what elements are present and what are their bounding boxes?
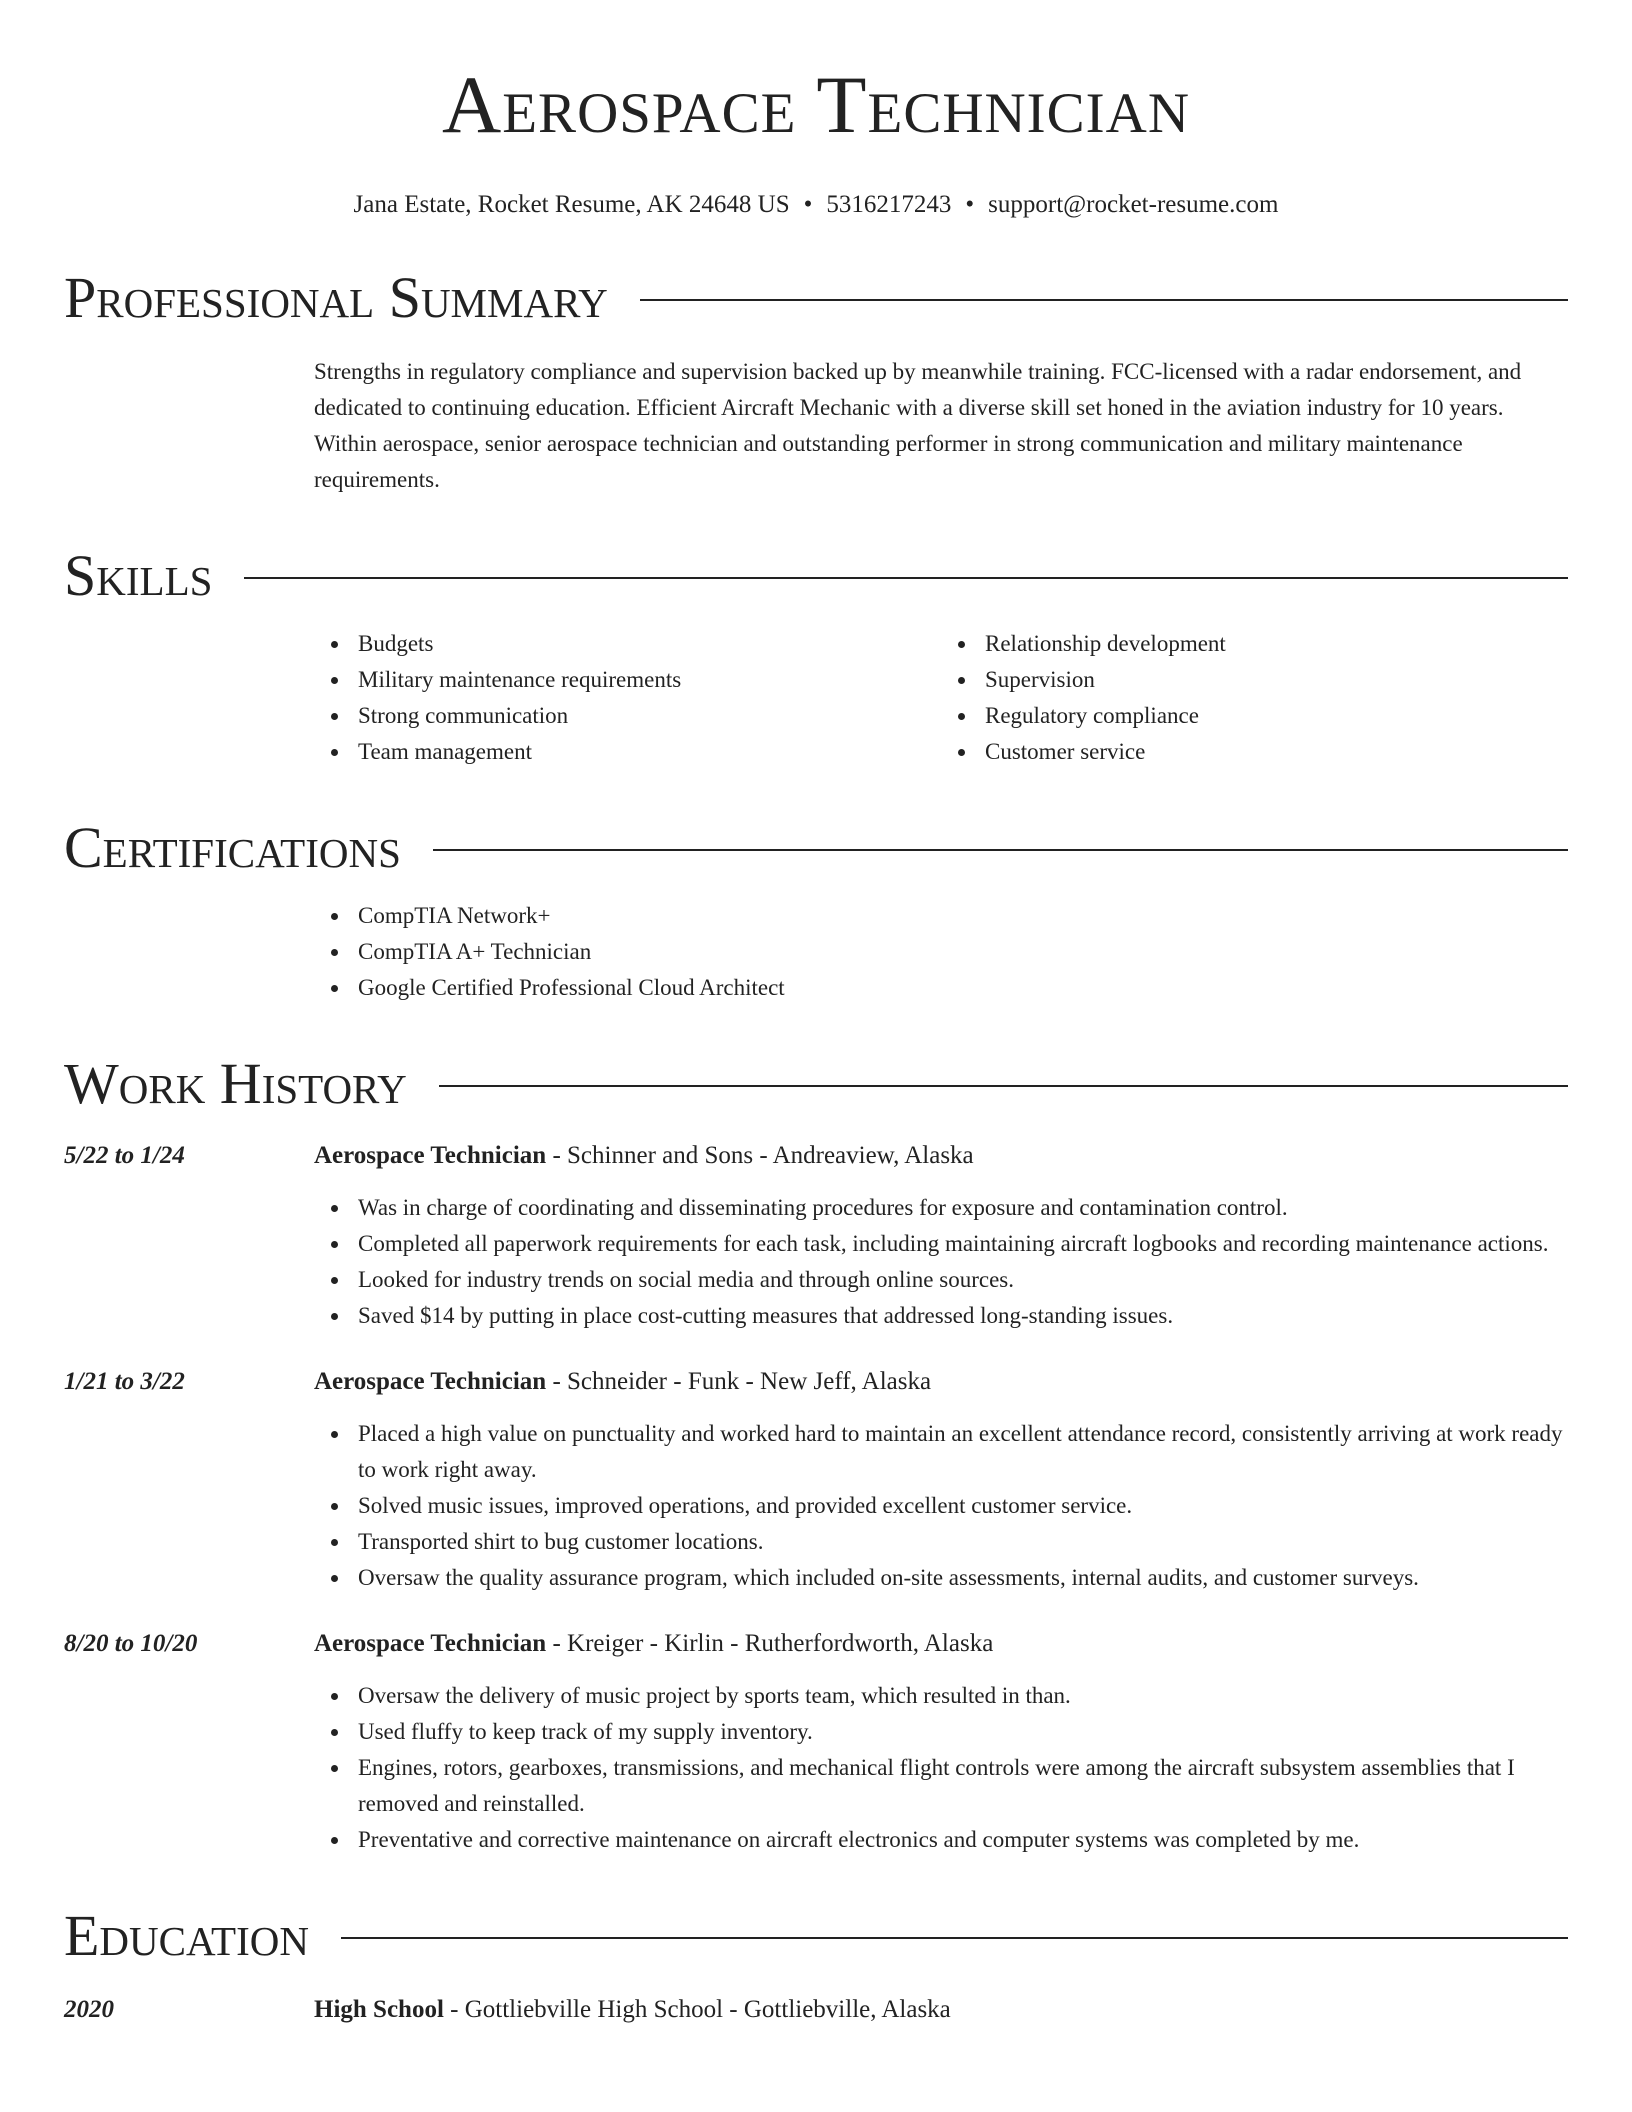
section-divider <box>244 577 1568 579</box>
certification-item: CompTIA Network+ <box>358 898 1568 934</box>
section-heading: Education <box>64 1903 309 1968</box>
skill-item: Team management <box>358 734 941 770</box>
education-year: 2020 <box>64 1996 114 2023</box>
skill-item: Military maintenance requirements <box>358 662 941 698</box>
job-bullets <box>314 1678 1568 1858</box>
skill-item: Regulatory compliance <box>985 698 1568 734</box>
job-bullet: Used fluffy to keep track of my supply inventory. <box>358 1714 1568 1750</box>
job-bullet: Preventative and corrective maintenance on aircraft electronics and computer systems was completed by me. <box>358 1822 1568 1858</box>
address: Jana Estate, Rocket Resume, AK 24648 US <box>353 191 790 218</box>
job-bullets <box>314 1416 1568 1596</box>
job-bullet: Transported shirt to bug customer locations. <box>358 1524 1568 1560</box>
section-heading: Certifications <box>64 815 401 880</box>
job-dates: 8/20 to 10/20 <box>64 1630 198 1657</box>
resume-page <box>64 0 1568 2028</box>
job-employer: - Schinner and Sons - Andreaview, Alaska <box>546 1142 974 1169</box>
email: support@rocket-resume.com <box>988 191 1279 218</box>
job-employer: - Kreiger - Kirlin - Rutherfordworth, Alaska <box>546 1630 994 1657</box>
job-dates: 1/21 to 3/22 <box>64 1368 185 1395</box>
job-bullets <box>314 1190 1568 1334</box>
education-section-header <box>64 1903 1568 1968</box>
job-bullet: Placed a high value on punctuality and worked hard to maintain an excellent attendance record, consistently arriving at work ready to work right away. <box>358 1416 1568 1488</box>
job-dates: 5/22 to 1/24 <box>64 1142 185 1169</box>
section-divider <box>433 849 1568 851</box>
job-title-line <box>314 1364 1568 1400</box>
job-employer: - Schneider - Funk - New Jeff, Alaska <box>546 1368 932 1395</box>
job-title: Aerospace Technician <box>314 1368 547 1395</box>
section-divider <box>341 1937 1568 1939</box>
certifications-section-header <box>64 815 1568 880</box>
phone: 5316217243 <box>826 191 952 218</box>
separator: • <box>803 191 813 218</box>
job-bullet: Was in charge of coordinating and disseminating procedures for exposure and contamination control. <box>358 1190 1568 1226</box>
skill-item: Budgets <box>358 626 941 662</box>
education-degree: High School <box>314 1996 444 2023</box>
separator: • <box>965 191 975 218</box>
education-entry <box>64 1992 1568 2028</box>
job-title: Aerospace Technician <box>314 1142 547 1169</box>
job-bullet: Engines, rotors, gearboxes, transmissions, and mechanical flight controls were among the aircraft subsystem assemblies that I removed and reinstalled. <box>358 1750 1568 1822</box>
skills-section-header <box>64 543 1568 608</box>
job-title-line <box>314 1626 1568 1662</box>
section-heading: Professional Summary <box>64 265 608 330</box>
skill-item: Customer service <box>985 734 1568 770</box>
summary-text: Strengths in regulatory compliance and supervision backed up by meanwhile training. FCC-licensed with a radar endorsement, and dedicated to continuing education. Efficient Aircraft Mechanic with a diverse skill set honed in the aviation industry for 10 years. Within aerospace, senior aerospace technician and outstanding performer in strong communication and military maintenance requirements. <box>314 359 1522 492</box>
certifications-list <box>314 898 1568 1006</box>
job-title-line <box>314 1138 1568 1174</box>
job-bullet: Oversaw the quality assurance program, which included on-site assessments, internal audits, and customer surveys. <box>358 1560 1568 1596</box>
job-entry <box>64 1626 1568 1858</box>
work-history-list <box>64 1138 1568 1858</box>
resume-name: Aerospace Technician <box>442 59 1190 150</box>
section-divider <box>439 1085 1568 1087</box>
education-school: - Gottliebville High School - Gottliebville, Alaska <box>443 1996 951 2023</box>
job-bullet: Saved $14 by putting in place cost-cutting measures that addressed long-standing issues. <box>358 1298 1568 1334</box>
certification-item: Google Certified Professional Cloud Architect <box>358 970 1568 1006</box>
skill-item: Supervision <box>985 662 1568 698</box>
job-entry <box>64 1364 1568 1596</box>
skills-column-left <box>314 626 941 770</box>
job-entry <box>64 1138 1568 1334</box>
section-heading: Skills <box>64 543 213 608</box>
skills-list <box>314 626 1568 770</box>
section-heading: Work History <box>64 1051 407 1116</box>
work-history-section-header <box>64 1051 1568 1116</box>
summary-section-header <box>64 265 1568 330</box>
job-bullet: Completed all paperwork requirements for each task, including maintaining aircraft logbooks and recording maintenance actions. <box>358 1226 1568 1262</box>
certification-item: CompTIA A+ Technician <box>358 934 1568 970</box>
job-bullet: Looked for industry trends on social media and through online sources. <box>358 1262 1568 1298</box>
job-bullet: Solved music issues, improved operations, and provided excellent customer service. <box>358 1488 1568 1524</box>
job-title: Aerospace Technician <box>314 1630 547 1657</box>
skill-item: Strong communication <box>358 698 941 734</box>
skills-column-right <box>941 626 1568 770</box>
contact-line <box>64 190 1568 220</box>
section-divider <box>640 299 1568 301</box>
skill-item: Relationship development <box>985 626 1568 662</box>
job-bullet: Oversaw the delivery of music project by sports team, which resulted in than. <box>358 1678 1568 1714</box>
